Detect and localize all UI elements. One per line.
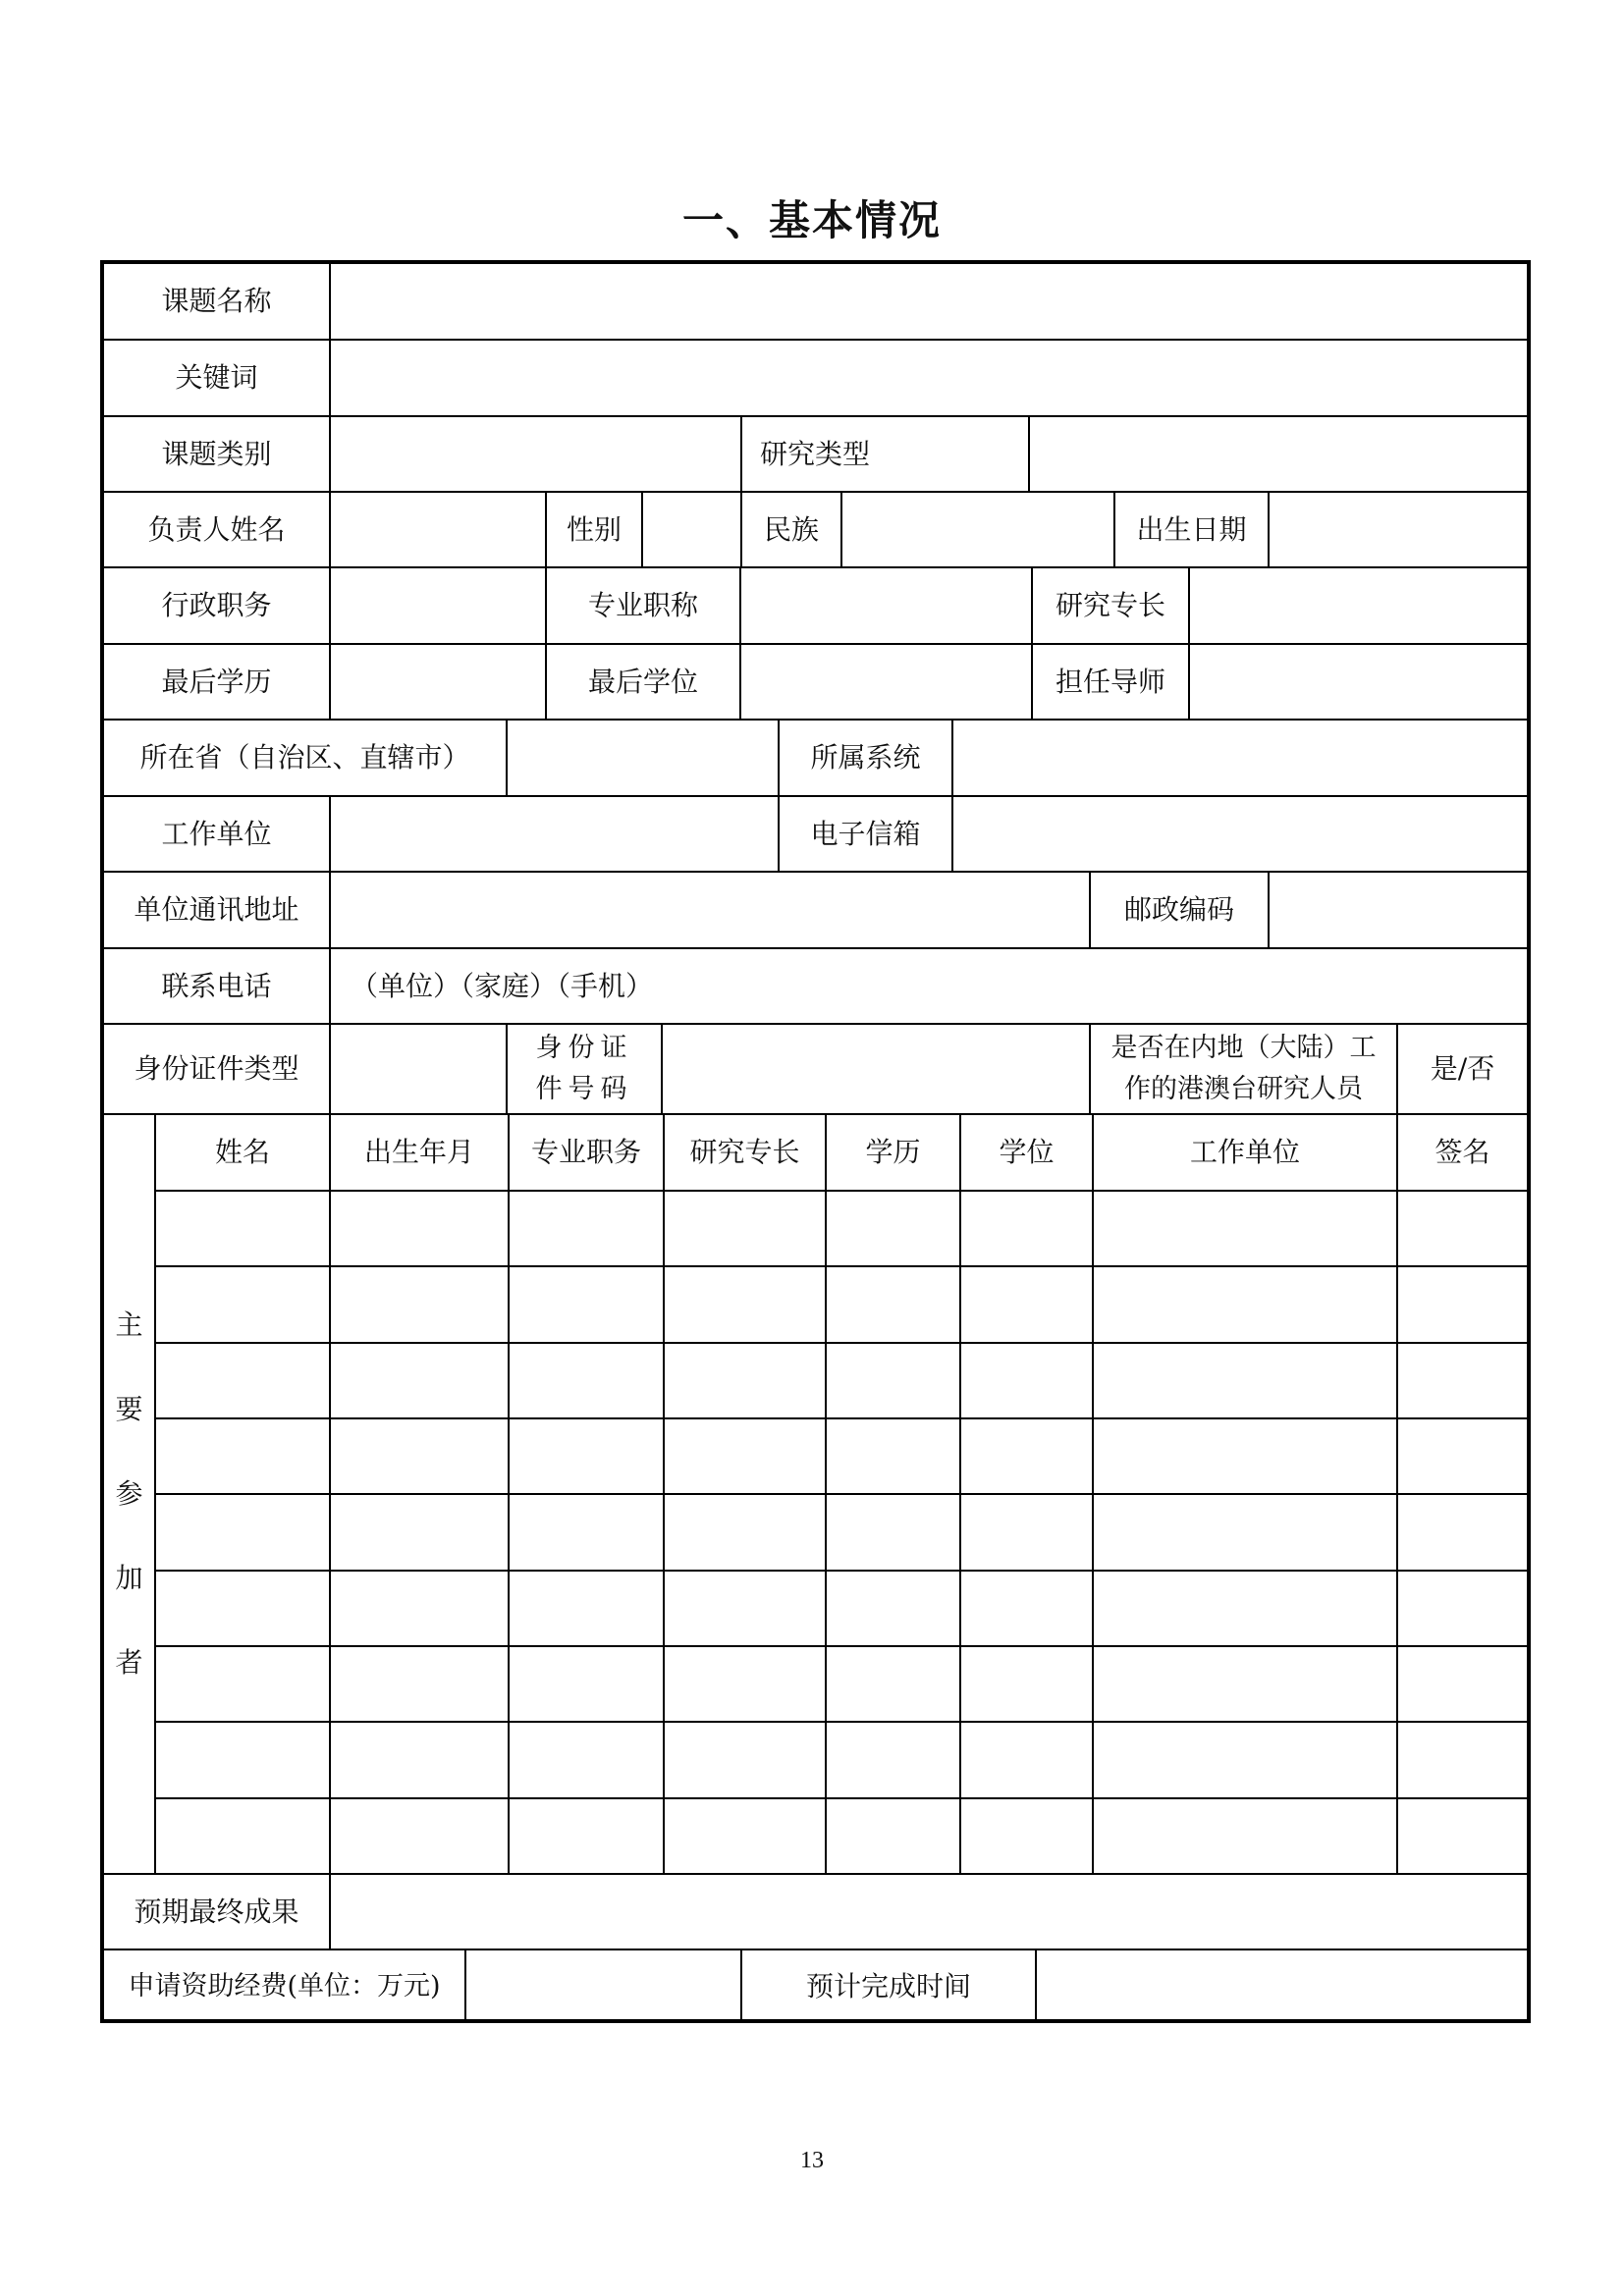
col-header-name: 姓名	[156, 1115, 331, 1192]
field-research-type[interactable]	[1030, 417, 1527, 493]
participant-cell[interactable]	[665, 1192, 827, 1267]
label-research-type: 研究类型	[742, 417, 1030, 493]
participant-cell[interactable]	[331, 1419, 510, 1495]
col-header-birth: 出生年月	[331, 1115, 510, 1192]
participant-cell[interactable]	[1094, 1344, 1398, 1419]
participant-row	[156, 1344, 1527, 1419]
label-leader-name: 负责人姓名	[104, 493, 331, 568]
participant-cell[interactable]	[961, 1495, 1094, 1571]
label-birth-date: 出生日期	[1115, 493, 1270, 568]
label-email: 电子信箱	[780, 797, 953, 873]
participant-cell[interactable]	[1094, 1647, 1398, 1723]
participant-cell[interactable]	[961, 1344, 1094, 1419]
participant-cell[interactable]	[1398, 1799, 1527, 1875]
col-header-signature: 签名	[1398, 1115, 1527, 1192]
participant-cell[interactable]	[510, 1344, 665, 1419]
label-highest-education: 最后学历	[104, 645, 331, 721]
field-system[interactable]	[953, 721, 1527, 797]
field-unit-address[interactable]	[331, 873, 1091, 949]
participant-cell[interactable]	[1094, 1495, 1398, 1571]
participant-cell[interactable]	[156, 1192, 331, 1267]
label-funding: 申请资助经费(单位：万元)	[104, 1950, 466, 2023]
field-admin-position[interactable]	[331, 568, 547, 645]
participant-cell[interactable]	[827, 1647, 961, 1723]
label-completion-time: 预计完成时间	[742, 1950, 1037, 2023]
participant-cell[interactable]	[1094, 1723, 1398, 1798]
label-topic-name: 课题名称	[104, 264, 331, 341]
participant-cell[interactable]	[665, 1799, 827, 1875]
participant-cell[interactable]	[331, 1647, 510, 1723]
label-gender: 性别	[547, 493, 643, 568]
participants-label-char: 者	[115, 1646, 143, 1679]
participant-cell[interactable]	[156, 1419, 331, 1495]
field-postal-code[interactable]	[1270, 873, 1527, 949]
row-leader	[104, 493, 1527, 568]
field-gender[interactable]	[643, 493, 742, 568]
participant-cell[interactable]	[1398, 1419, 1527, 1495]
participant-cell[interactable]	[961, 1799, 1094, 1875]
participants-header-row	[156, 1115, 1527, 1192]
participant-cell[interactable]	[961, 1192, 1094, 1267]
label-id-number: 身份证件号码	[508, 1025, 663, 1115]
participant-cell[interactable]	[156, 1344, 331, 1419]
participant-cell[interactable]	[331, 1192, 510, 1267]
participant-cell[interactable]	[510, 1572, 665, 1647]
participant-cell[interactable]	[331, 1344, 510, 1419]
participant-cell[interactable]	[1398, 1572, 1527, 1647]
field-highest-degree[interactable]	[741, 645, 1033, 721]
participant-cell[interactable]	[961, 1267, 1094, 1343]
participant-cell[interactable]	[156, 1267, 331, 1343]
label-unit-address: 单位通讯地址	[104, 873, 331, 949]
field-topic-name[interactable]	[331, 264, 1527, 341]
label-research-specialty: 研究专长	[1033, 568, 1190, 645]
participant-cell[interactable]	[665, 1419, 827, 1495]
col-header-education: 学历	[827, 1115, 961, 1192]
participant-cell[interactable]	[510, 1267, 665, 1343]
label-supervisor-role: 担任导师	[1033, 645, 1190, 721]
row-address	[104, 873, 1527, 949]
participant-cell[interactable]	[331, 1572, 510, 1647]
label-phone: 联系电话	[104, 949, 331, 1025]
col-header-specialty: 研究专长	[665, 1115, 827, 1192]
participant-cell[interactable]	[827, 1572, 961, 1647]
participant-cell[interactable]	[827, 1344, 961, 1419]
participant-cell[interactable]	[331, 1799, 510, 1875]
field-supervisor-role[interactable]	[1190, 645, 1527, 721]
field-professional-title[interactable]	[741, 568, 1033, 645]
field-ethnicity[interactable]	[842, 493, 1115, 568]
participants-label-char: 加	[115, 1562, 143, 1594]
participant-cell[interactable]	[827, 1799, 961, 1875]
row-topic-name	[104, 264, 1527, 341]
field-email[interactable]	[953, 797, 1527, 873]
row-id	[104, 1025, 1527, 1115]
label-highest-degree: 最后学位	[547, 645, 741, 721]
field-expected-outcome[interactable]	[331, 1875, 1527, 1950]
participant-cell[interactable]	[1398, 1495, 1527, 1571]
participant-row	[156, 1419, 1527, 1495]
row-expected-outcome	[104, 1875, 1527, 1950]
label-expected-outcome: 预期最终成果	[104, 1875, 331, 1950]
participant-cell[interactable]	[156, 1572, 331, 1647]
label-province: 所在省（自治区、直辖市）	[104, 721, 508, 797]
participant-cell[interactable]	[827, 1267, 961, 1343]
col-header-title: 专业职务	[510, 1115, 665, 1192]
participant-row	[156, 1267, 1527, 1343]
participant-cell[interactable]	[331, 1723, 510, 1798]
participant-row	[156, 1723, 1527, 1798]
participant-row	[156, 1572, 1527, 1647]
participants-label-char: 主	[115, 1308, 143, 1341]
row-education	[104, 645, 1527, 721]
participant-cell[interactable]	[961, 1723, 1094, 1798]
participant-cell[interactable]	[510, 1495, 665, 1571]
participant-cell[interactable]	[827, 1192, 961, 1267]
participant-cell[interactable]	[961, 1419, 1094, 1495]
page-title: 一、基本情况	[681, 196, 942, 244]
participant-cell[interactable]	[961, 1647, 1094, 1723]
row-province	[104, 721, 1527, 797]
col-header-degree: 学位	[961, 1115, 1094, 1192]
label-admin-position: 行政职务	[104, 568, 331, 645]
basic-info-form	[100, 260, 1531, 2023]
field-completion-time[interactable]	[1037, 1950, 1527, 2023]
participant-cell[interactable]	[827, 1723, 961, 1798]
row-keywords	[104, 341, 1527, 417]
participant-cell[interactable]	[1094, 1267, 1398, 1343]
participant-cell[interactable]	[665, 1723, 827, 1798]
row-category	[104, 417, 1527, 493]
field-leader-name[interactable]	[331, 493, 547, 568]
label-system: 所属系统	[780, 721, 953, 797]
participant-row	[156, 1495, 1527, 1571]
participant-cell[interactable]	[156, 1495, 331, 1571]
participant-row	[156, 1647, 1527, 1723]
participant-cell[interactable]	[510, 1192, 665, 1267]
field-research-specialty[interactable]	[1190, 568, 1527, 645]
field-phone[interactable]: （单位）（家庭）（手机）	[331, 949, 1527, 1025]
field-province[interactable]	[508, 721, 780, 797]
participant-cell[interactable]	[1094, 1419, 1398, 1495]
participant-cell[interactable]	[510, 1723, 665, 1798]
participants-label-char: 要	[115, 1393, 143, 1425]
label-professional-title: 专业职称	[547, 568, 741, 645]
participants-section-label	[104, 1115, 156, 1875]
field-id-number[interactable]	[663, 1025, 1091, 1115]
participant-cell[interactable]	[1398, 1723, 1527, 1798]
participant-cell[interactable]	[665, 1495, 827, 1571]
col-header-work-unit: 工作单位	[1094, 1115, 1398, 1192]
row-position	[104, 568, 1527, 645]
field-topic-category[interactable]	[331, 417, 742, 493]
participant-cell[interactable]	[156, 1799, 331, 1875]
participant-cell[interactable]	[1094, 1192, 1398, 1267]
field-keywords[interactable]	[331, 341, 1527, 417]
field-hkmt-answer[interactable]: 是/否	[1398, 1025, 1527, 1115]
participant-cell[interactable]	[510, 1647, 665, 1723]
participant-cell[interactable]	[827, 1495, 961, 1571]
field-highest-education[interactable]	[331, 645, 547, 721]
participant-cell[interactable]	[665, 1572, 827, 1647]
participant-cell[interactable]	[1094, 1572, 1398, 1647]
participant-cell[interactable]	[1398, 1344, 1527, 1419]
participant-cell[interactable]	[156, 1723, 331, 1798]
participant-cell[interactable]	[510, 1419, 665, 1495]
field-id-type[interactable]	[331, 1025, 508, 1115]
participant-cell[interactable]	[665, 1344, 827, 1419]
label-keywords: 关键词	[104, 341, 331, 417]
field-funding[interactable]	[466, 1950, 742, 2023]
participant-cell[interactable]	[665, 1647, 827, 1723]
participant-cell[interactable]	[665, 1267, 827, 1343]
page-number: 13	[800, 2148, 824, 2173]
participant-cell[interactable]	[510, 1799, 665, 1875]
label-postal-code: 邮政编码	[1091, 873, 1270, 949]
participant-cell[interactable]	[961, 1572, 1094, 1647]
label-work-unit: 工作单位	[104, 797, 331, 873]
row-phone	[104, 949, 1527, 1025]
participants-label-char: 参	[115, 1477, 143, 1510]
participant-row	[156, 1192, 1527, 1267]
label-ethnicity: 民族	[742, 493, 842, 568]
participant-cell[interactable]	[1398, 1192, 1527, 1267]
participant-cell[interactable]	[1398, 1267, 1527, 1343]
participant-cell[interactable]	[331, 1495, 510, 1571]
participant-cell[interactable]	[156, 1647, 331, 1723]
participant-cell[interactable]	[1094, 1799, 1398, 1875]
label-hkmt-question: 是否在内地（大陆）工作的港澳台研究人员	[1091, 1025, 1398, 1115]
row-funding	[104, 1950, 1527, 2023]
label-topic-category: 课题类别	[104, 417, 331, 493]
label-id-type: 身份证件类型	[104, 1025, 331, 1115]
participant-row	[156, 1799, 1527, 1875]
participant-cell[interactable]	[827, 1419, 961, 1495]
row-work-unit	[104, 797, 1527, 873]
field-work-unit[interactable]	[331, 797, 780, 873]
participant-cell[interactable]	[1398, 1647, 1527, 1723]
participant-cell[interactable]	[331, 1267, 510, 1343]
field-birth-date[interactable]	[1270, 493, 1527, 568]
